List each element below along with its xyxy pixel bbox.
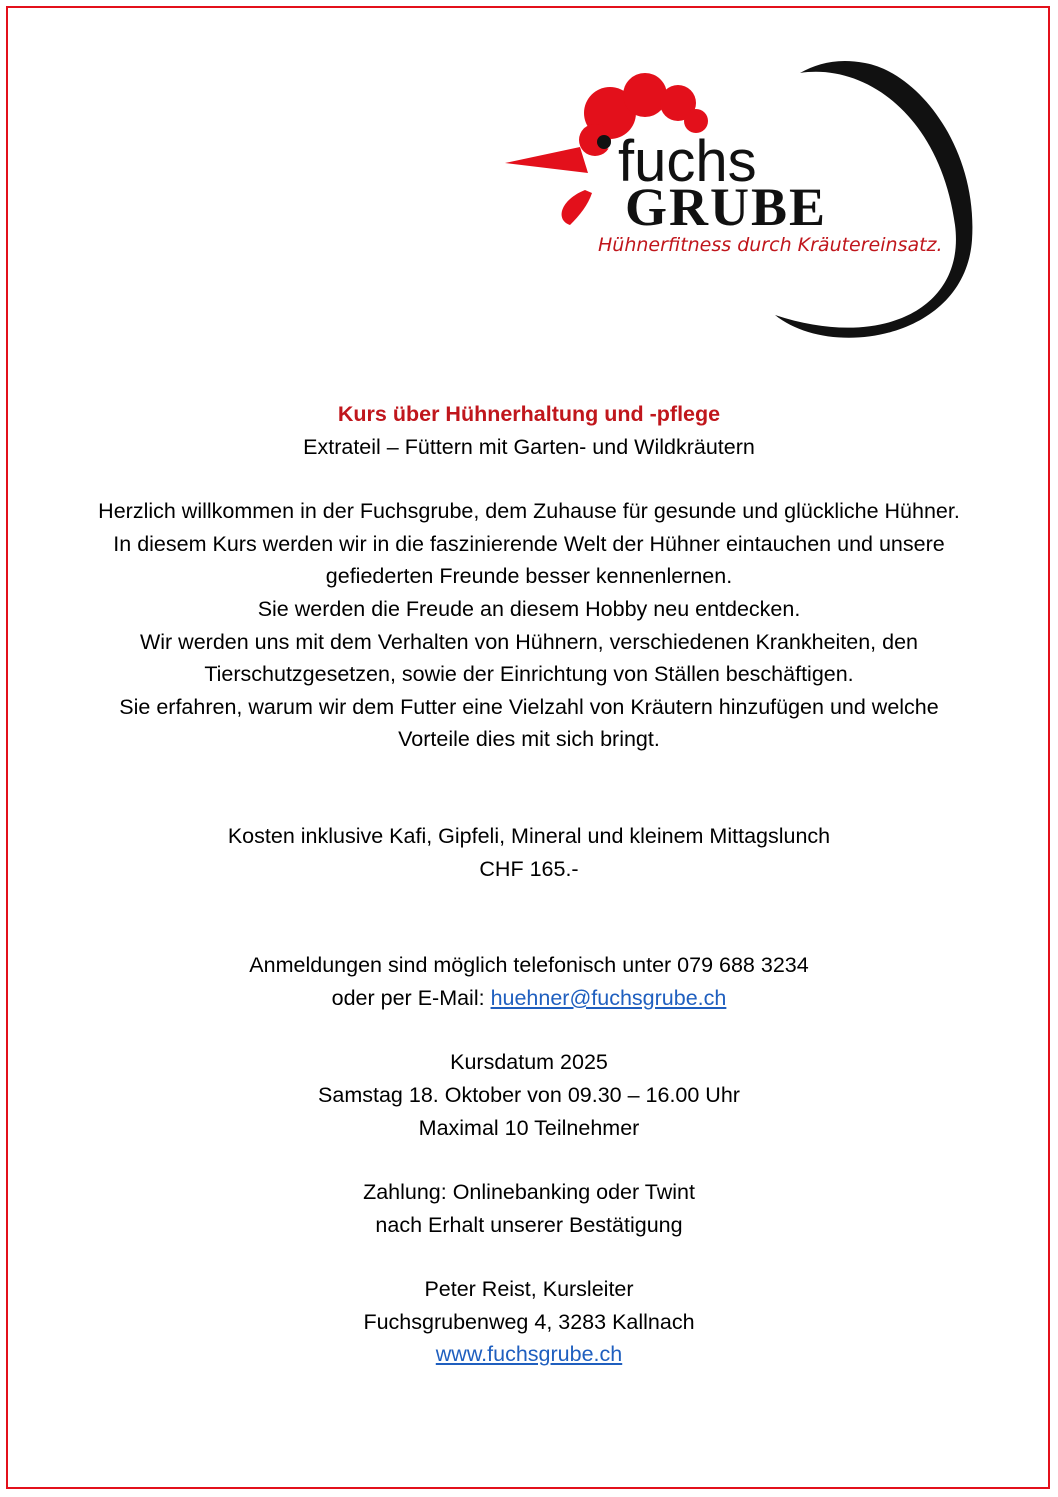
intro-line: Tierschutzgesetzen, sowie der Einrichtung von Ställen beschäftigen. xyxy=(204,662,854,687)
course-title: Kurs über Hühnerhaltung und -pflege xyxy=(337,402,721,426)
website-link[interactable]: www.fuchsgrube.ch xyxy=(435,1342,623,1367)
schedule-date: Samstag 18. Oktober von 09.30 – 16.00 Uhr xyxy=(318,1082,740,1107)
contact-address: Fuchsgrubenweg 4, 3283 Kallnach xyxy=(363,1309,695,1334)
costs-line: Kosten inklusive Kafi, Gipfeli, Mineral und kleinem Mittagslunch xyxy=(227,823,831,848)
email-link[interactable]: huehner@fuchsgrube.ch xyxy=(490,985,727,1010)
beak xyxy=(505,147,588,173)
intro-line: Herzlich willkommen in der Fuchsgrube, dem Zuhause für gesunde und glückliche Hühner. xyxy=(98,499,960,524)
email-prefix: oder per E-Mail: xyxy=(331,985,491,1010)
course-subtitle: Extrateil – Füttern mit Garten- und Wildkräutern xyxy=(303,434,755,459)
intro-line: In diesem Kurs werden wir in die faszinierende Welt der Hühner eintauchen und unsere xyxy=(113,531,945,556)
logo-word-bottom: GRUBE xyxy=(625,177,828,237)
intro-line: Vorteile dies mit sich bringt. xyxy=(398,727,660,752)
payment-line: nach Erhalt unserer Bestätigung xyxy=(375,1212,683,1237)
registration-email-line xyxy=(20,982,1038,1015)
contact-website-line xyxy=(20,1338,1038,1371)
payment-line: Zahlung: Onlinebanking oder Twint xyxy=(363,1180,695,1205)
fuchsgrube-logo xyxy=(500,55,985,345)
course-flyer-content xyxy=(20,398,1038,1371)
intro-line: gefiederten Freunde besser kennenlernen. xyxy=(325,564,733,589)
schedule-heading: Kursdatum 2025 xyxy=(450,1050,608,1075)
schedule-max: Maximal 10 Teilnehmer xyxy=(418,1115,640,1140)
intro-line: Sie werden die Freude an diesem Hobby neu entdecken. xyxy=(257,596,801,621)
logo-word-top: fuchs xyxy=(618,129,757,194)
contact-name: Peter Reist, Kursleiter xyxy=(424,1277,634,1302)
logo-tagline: Hühnerfitness durch Kräutereinsatz. xyxy=(598,234,943,256)
intro-line: Sie erfahren, warum wir dem Futter eine Vielzahl von Kräutern hinzufügen und welche xyxy=(119,694,939,719)
registration-phone: Anmeldungen sind möglich telefonisch unter 079 688 3234 xyxy=(249,953,809,978)
eye-dot xyxy=(597,135,611,149)
intro-line: Wir werden uns mit dem Verhalten von Hühnern, verschiedenen Krankheiten, den xyxy=(139,629,919,654)
costs-price: CHF 165.- xyxy=(479,856,579,881)
wattle xyxy=(562,190,592,225)
